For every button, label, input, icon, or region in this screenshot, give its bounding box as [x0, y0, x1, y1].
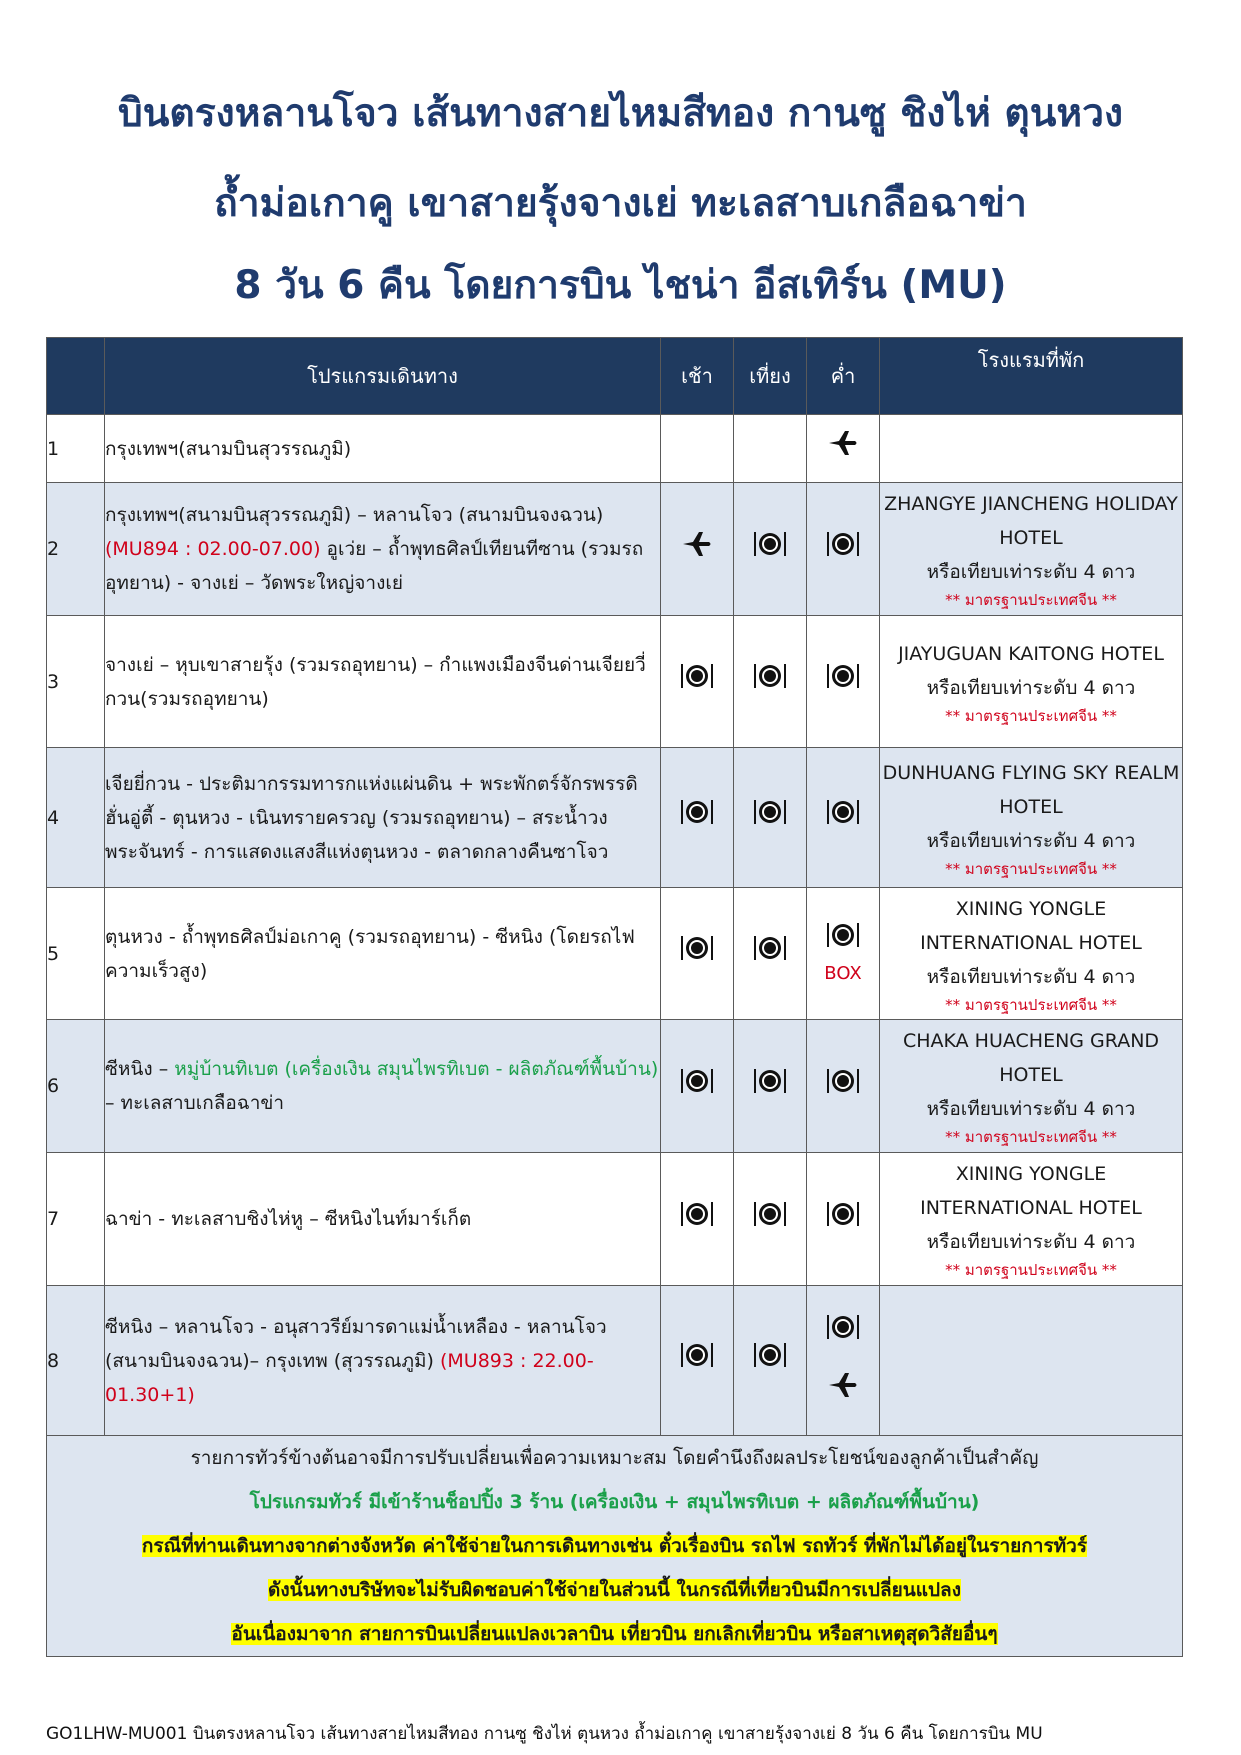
lunch-cell — [734, 1153, 807, 1286]
dinner-cell — [807, 1153, 880, 1286]
itinerary-table — [46, 337, 1183, 1657]
plate-cutlery-icon — [752, 1199, 788, 1240]
breakfast-cell — [661, 1020, 734, 1153]
hotel-cell — [880, 616, 1183, 748]
lunch-cell — [734, 1020, 807, 1153]
note-shopping: โปรแกรมทัวร์ มีเข้าร้านช็อปปิ้ง 3 ร้าน (เครื่องเงิน + สมุนไพรทิเบต + ผลิตภัณฑ์พื้นบ้าน) — [249, 1491, 980, 1513]
table-row — [47, 748, 1183, 888]
dinner-cell — [807, 483, 880, 616]
day-number: 2 — [47, 483, 105, 616]
header-program: โปรแกรมเดินทาง — [105, 338, 661, 415]
day-program: จางเย่ – หุบเขาสายรุ้ง (รวมรถอุทยาน) – กำแพงเมืองจีนด่านเจียยวี่กวน(รวมรถอุทยาน) — [105, 616, 661, 748]
day-program — [105, 1286, 661, 1436]
header-hotel: โรงแรมที่พัก — [880, 338, 1183, 415]
hotel-level: หรือเทียบเท่าระดับ 4 ดาว — [926, 1098, 1136, 1120]
plate-cutlery-icon — [825, 1312, 861, 1353]
day-number: 3 — [47, 616, 105, 748]
program-text: – ทะเลสาบเกลือฉาข่า — [105, 1092, 285, 1114]
plate-cutlery-icon — [679, 1199, 715, 1240]
program-text: อูเว่ย – ถ้ำพุทธศิลป์เทียนทีซาน (รวมรถอุทยาน) - จางเย่ – วัดพระใหญ่จางเย่ — [105, 538, 644, 594]
program-text: ซีหนิง – — [105, 1058, 175, 1080]
plate-cutlery-icon — [752, 1340, 788, 1381]
hotel-level: หรือเทียบเท่าระดับ 4 ดาว — [926, 829, 1136, 852]
title-line-3: 8 วัน 6 คืน โดยการบิน ไชน่า อีสเทิร์น (MU) — [234, 263, 1007, 308]
hotel-cell — [880, 748, 1183, 888]
breakfast-cell — [661, 483, 734, 616]
hotel-level: หรือเทียบเท่าระดับ 4 ดาว — [926, 965, 1136, 988]
plate-cutlery-icon — [679, 1340, 715, 1381]
flight-code: (MU894 : 02.00-07.00) — [105, 538, 321, 560]
plate-cutlery-icon — [825, 1066, 861, 1107]
lunch-cell — [734, 616, 807, 748]
table-row — [47, 1286, 1183, 1436]
breakfast-cell — [661, 888, 734, 1020]
hotel-standard: ** มาตรฐานประเทศจีน ** — [945, 1261, 1117, 1279]
title-line-2: ถ้ำม่อเกาคู เขาสายรุ้งจางเย่ ทะเลสาบเกลือฉาข่า — [214, 181, 1027, 226]
hotel-cell — [880, 1020, 1183, 1153]
breakfast-cell — [661, 748, 734, 888]
plate-cutlery-icon — [825, 1199, 861, 1240]
day-number: 5 — [47, 888, 105, 1020]
program-text: กรุงเทพฯ(สนามบินสุวรรณภูมิ) – หลานโจว (สนามบินจงฉวน) — [105, 504, 604, 526]
hotel-name: JIAYUGUAN KAITONG HOTEL — [898, 642, 1164, 665]
day-program: กรุงเทพฯ(สนามบินสุวรรณภูมิ) — [105, 415, 661, 483]
header-breakfast: เช้า — [661, 338, 734, 415]
day-program: เจียยี่กวน - ประติมากรรมทารกแห่งแผ่นดิน + พระพักตร์จักรพรรดิฮั่นอู่ตี้ - ตุนหวง - เนินทรายครวญ (รวมรถอุทยาน) – สระน้ำวงพระจันทร์ - การแสดงแสงสีแห่งตุนหวง - ตลาดกลางคืนซาโจว — [105, 748, 661, 888]
breakfast-cell — [661, 616, 734, 748]
hotel-standard: ** มาตรฐานประเทศจีน ** — [945, 859, 1117, 878]
airplane-icon — [827, 429, 859, 468]
hotel-level: หรือเทียบเท่าระดับ 4 ดาว — [926, 1231, 1136, 1253]
table-row — [47, 1020, 1183, 1153]
airplane-icon — [827, 1371, 859, 1410]
flight-code: (MU893 : 22.00-01.30+1) — [105, 1349, 594, 1406]
hotel-name: ZHANGYE JIANCHENG HOLIDAY HOTEL — [884, 493, 1178, 549]
table-row — [47, 415, 1183, 483]
hotel-cell — [880, 415, 1183, 483]
day-number: 7 — [47, 1153, 105, 1286]
plate-cutlery-icon — [825, 529, 861, 570]
lunch-cell — [734, 748, 807, 888]
day-number: 8 — [47, 1286, 105, 1436]
hotel-name: CHAKA HUACHENG GRAND HOTEL — [902, 1030, 1160, 1086]
plate-cutlery-icon — [825, 920, 861, 961]
shopping-stop: หมู่บ้านทิเบต (เครื่องเงิน สมุนไพรทิเบต - ผลิตภัณฑ์พื้นบ้าน) — [174, 1058, 659, 1080]
hotel-standard: ** มาตรฐานประเทศจีน ** — [945, 706, 1117, 725]
notes-row — [47, 1436, 1183, 1657]
hotel-name: XINING YONGLE INTERNATIONAL HOTEL — [920, 897, 1142, 954]
plate-cutlery-icon — [752, 933, 788, 974]
hotel-name: XINING YONGLE INTERNATIONAL HOTEL — [920, 1163, 1142, 1219]
lunch-cell — [734, 483, 807, 616]
plate-cutlery-icon — [752, 661, 788, 702]
note-adjustment: รายการทัวร์ข้างต้นอาจมีการปรับเปลี่ยนเพื่อความเหมาะสม โดยคำนึงถึงผลประโยชน์ของลูกค้าเป็นสำคัญ — [190, 1447, 1039, 1469]
hotel-standard: ** มาตรฐานประเทศจีน ** — [945, 1128, 1117, 1146]
breakfast-cell — [661, 1286, 734, 1436]
note-domestic-travel: กรณีที่ท่านเดินทางจากต่างจังหวัด ค่าใช้จ่ายในการเดินทางเช่น ตั๋วเรื่องบิน รถไฟ รถทัวร์ ที่พักไม่ได้อยู่ในรายการทัวร์ — [141, 1535, 1088, 1557]
box-meal-label: BOX — [824, 963, 862, 984]
table-row — [47, 483, 1183, 616]
hotel-level: หรือเทียบเท่าระดับ 4 ดาว — [926, 676, 1136, 699]
plate-cutlery-icon — [679, 1066, 715, 1107]
plate-cutlery-icon — [679, 933, 715, 974]
note-liability: ดังนั้นทางบริษัทจะไม่รับผิดชอบค่าใช้จ่ายในส่วนนี้ ในกรณีที่เที่ยวบินมีการเปลี่ยนแปลง — [268, 1579, 961, 1601]
table-header-row — [47, 338, 1183, 415]
dinner-cell — [807, 1020, 880, 1153]
hotel-standard: ** มาตรฐานประเทศจีน ** — [945, 995, 1117, 1014]
lunch-cell — [734, 888, 807, 1020]
day-program: ฉาข่า - ทะเลสาบชิงไห่หู – ซีหนิงไนท์มาร์เก็ต — [105, 1153, 661, 1286]
day-program — [105, 1020, 661, 1153]
breakfast-cell — [661, 1153, 734, 1286]
table-row — [47, 888, 1183, 1020]
plate-cutlery-icon — [752, 797, 788, 838]
hotel-name: DUNHUANG FLYING SKY REALM HOTEL — [882, 761, 1180, 818]
table-row — [47, 616, 1183, 748]
header-lunch: เที่ยง — [734, 338, 807, 415]
day-number: 4 — [47, 748, 105, 888]
program-text: ซีหนิง – หลานโจว - อนุสาวรีย์มารดาแม่น้ำเหลือง - หลานโจว (สนามบินจงฉวน)– กรุงเทพ (สุวรรณภูมิ) — [105, 1315, 607, 1372]
hotel-cell — [880, 1286, 1183, 1436]
page-footer: GO1LHW-MU001 บินตรงหลานโจว เส้นทางสายไหมสีทอง กานซู ชิงไห่ ตุนหวง ถ้ำม่อเกาคู เขาสายรุ้งจางเย่ 8 วัน 6 คืน โดยการบิน MU — [46, 1724, 1043, 1744]
plate-cutlery-icon — [679, 661, 715, 702]
plate-cutlery-icon — [825, 661, 861, 702]
note-force-majeure: อันเนื่องมาจาก สายการบินเปลี่ยนแปลงเวลาบิน เที่ยวบิน ยกเลิกเที่ยวบิน หรือสาเหตุสุดวิสัยอื่นๆ — [231, 1623, 998, 1645]
day-number: 6 — [47, 1020, 105, 1153]
plate-cutlery-icon — [752, 529, 788, 570]
notes-cell — [47, 1436, 1183, 1657]
dinner-cell — [807, 1286, 880, 1436]
hotel-cell — [880, 888, 1183, 1020]
dinner-cell — [807, 748, 880, 888]
title-line-1: บินตรงหลานโจว เส้นทางสายไหมสีทอง กานซู ชิงไห่ ตุนหวง — [117, 91, 1124, 136]
hotel-standard: ** มาตรฐานประเทศจีน ** — [945, 591, 1117, 609]
header-day — [47, 338, 105, 415]
plate-cutlery-icon — [825, 797, 861, 838]
hotel-level: หรือเทียบเท่าระดับ 4 ดาว — [926, 561, 1136, 583]
dinner-cell — [807, 415, 880, 483]
lunch-cell — [734, 415, 807, 483]
plate-cutlery-icon — [679, 797, 715, 838]
hotel-cell — [880, 1153, 1183, 1286]
lunch-cell — [734, 1286, 807, 1436]
airplane-icon — [681, 530, 713, 569]
dinner-cell — [807, 888, 880, 1020]
dinner-cell — [807, 616, 880, 748]
table-row — [47, 1153, 1183, 1286]
header-dinner: ค่ำ — [807, 338, 880, 415]
hotel-cell — [880, 483, 1183, 616]
day-program: ตุนหวง - ถ้ำพุทธศิลป์ม่อเกาคู (รวมรถอุทยาน) - ซีหนิง (โดยรถไฟความเร็วสูง) — [105, 888, 661, 1020]
day-number: 1 — [47, 415, 105, 483]
day-program — [105, 483, 661, 616]
breakfast-cell — [661, 415, 734, 483]
plate-cutlery-icon — [752, 1066, 788, 1107]
